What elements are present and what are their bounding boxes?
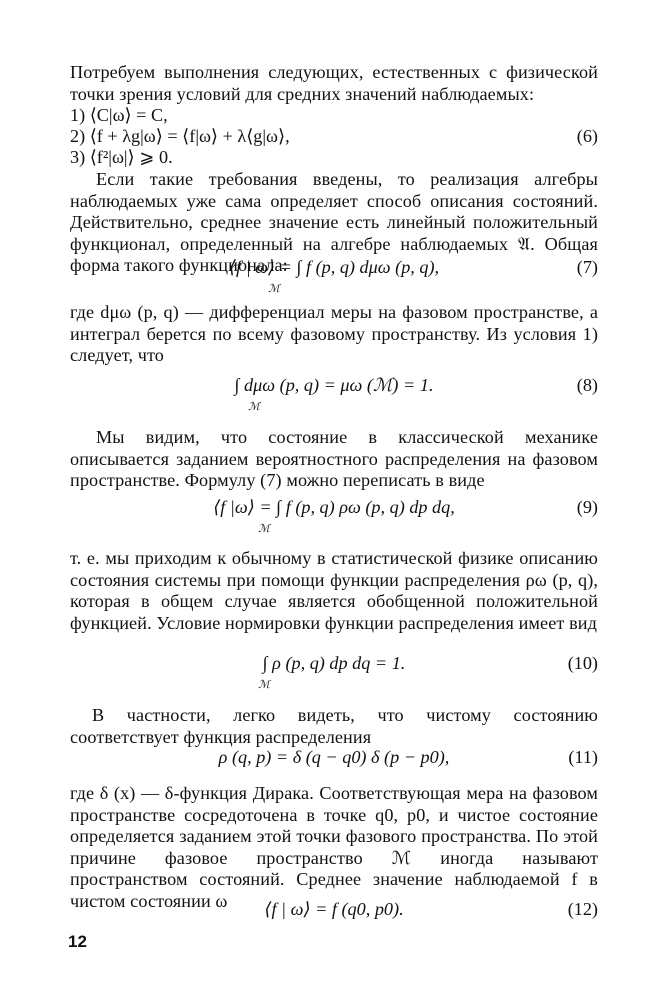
equation-number-10: (10) [567, 653, 598, 673]
equation-9-formula [70, 496, 598, 540]
equation-10-text: ∫ ρ (p, q) dp dq = 1. [262, 653, 406, 673]
equation-number-9: (9) [576, 497, 598, 517]
paragraph-conditions-intro: Потребуем выполнения следующих, естественных с физической точки зрения условий для средних значений наблюдаемых: [70, 62, 598, 104]
equation-number-11: (11) [568, 747, 598, 767]
equation-8-text: ∫ dμω (p, q) = μω (ℳ) = 1. [234, 375, 434, 395]
condition-3-text: 3) ⟨f²|ω|⟩ ⩾ 0. [70, 147, 173, 167]
condition-1 [70, 105, 598, 127]
equation-11-text: ρ (q, p) = δ (q − q0) δ (p − p0), [218, 747, 450, 767]
equation-number-8: (8) [576, 375, 598, 395]
equation-9-domain: ℳ [258, 523, 270, 535]
page-number: 12 [68, 932, 87, 951]
paragraph-pure-state: В частности, легко видеть, что чистому состоянию соответствует функция распределения [70, 705, 598, 747]
equation-10 [70, 652, 598, 700]
equation-number-6: (6) [576, 126, 598, 146]
equation-12-formula [70, 898, 598, 920]
equation-10-domain: ℳ [258, 679, 270, 691]
equation-9-text: ⟨f |ω⟩ = ∫ f (p, q) ρω (p, q) dp dq, [213, 497, 455, 517]
equation-8 [70, 374, 598, 422]
equation-7 [70, 256, 598, 304]
equation-9 [70, 496, 598, 544]
paragraph-dirac: где δ (x) — δ-функция Дирака. Соответствующая мера на фазовом пространстве сосредоточена в точке q0, p0, и чистое состояние определяется заданием этой точки фазового пространства. По этой причине фазовое пространство ℳ иногда называют пространством состояний. Среднее значение наблюдаемой f в чистом состоянии ω [70, 783, 598, 911]
equation-8-domain: ℳ [248, 401, 260, 413]
paragraph-measure: где dμω (p, q) — дифференциал меры на фазовом пространстве, а интеграл берется по всему фазовому пространству. Из условия 1) следует, что [70, 302, 598, 365]
equation-10-formula [70, 652, 598, 696]
equation-7-domain: ℳ [268, 283, 280, 295]
paragraph-classical-state: Мы видим, что состояние в классической механике описывается заданием вероятностного распределения на фазовом пространстве. Формулу (7) можно переписать в виде [70, 427, 598, 490]
equation-7-text: ⟨f | ω⟩ = ∫ f (p, q) dμω (p, q), [228, 257, 440, 277]
equation-12 [70, 898, 598, 946]
equation-11-formula [70, 746, 598, 768]
equation-7-formula [70, 256, 598, 300]
condition-2-text: 2) ⟨f + λg|ω⟩ = ⟨f|ω⟩ + λ⟨g|ω⟩, [70, 126, 290, 146]
equation-number-12: (12) [567, 899, 598, 919]
condition-2 [70, 126, 598, 148]
equation-8-formula [70, 374, 598, 418]
paragraph-distribution: т. е. мы приходим к обычному в статистической физике описанию состояния системы при помощи функции распределения ρω (p, q), которая в общем случае является обобщенной положительной функцией. Условие нормировки функции распределения имеет вид [70, 548, 598, 633]
condition-3 [70, 147, 598, 169]
equation-number-7: (7) [576, 257, 598, 277]
paragraph-functional: Если такие требования введены, то реализация алгебры наблюдаемых уже сама определяет способ описания состояний. Действительно, среднее значение есть линейный положительный функционал, определенный на алгебре наблюдаемых 𝔄. Общая форма такого функционала: [70, 169, 598, 275]
condition-1-text: 1) ⟨C|ω⟩ = C, [70, 105, 168, 125]
equation-12-text: ⟨f | ω⟩ = f (q0, p0). [264, 899, 404, 919]
